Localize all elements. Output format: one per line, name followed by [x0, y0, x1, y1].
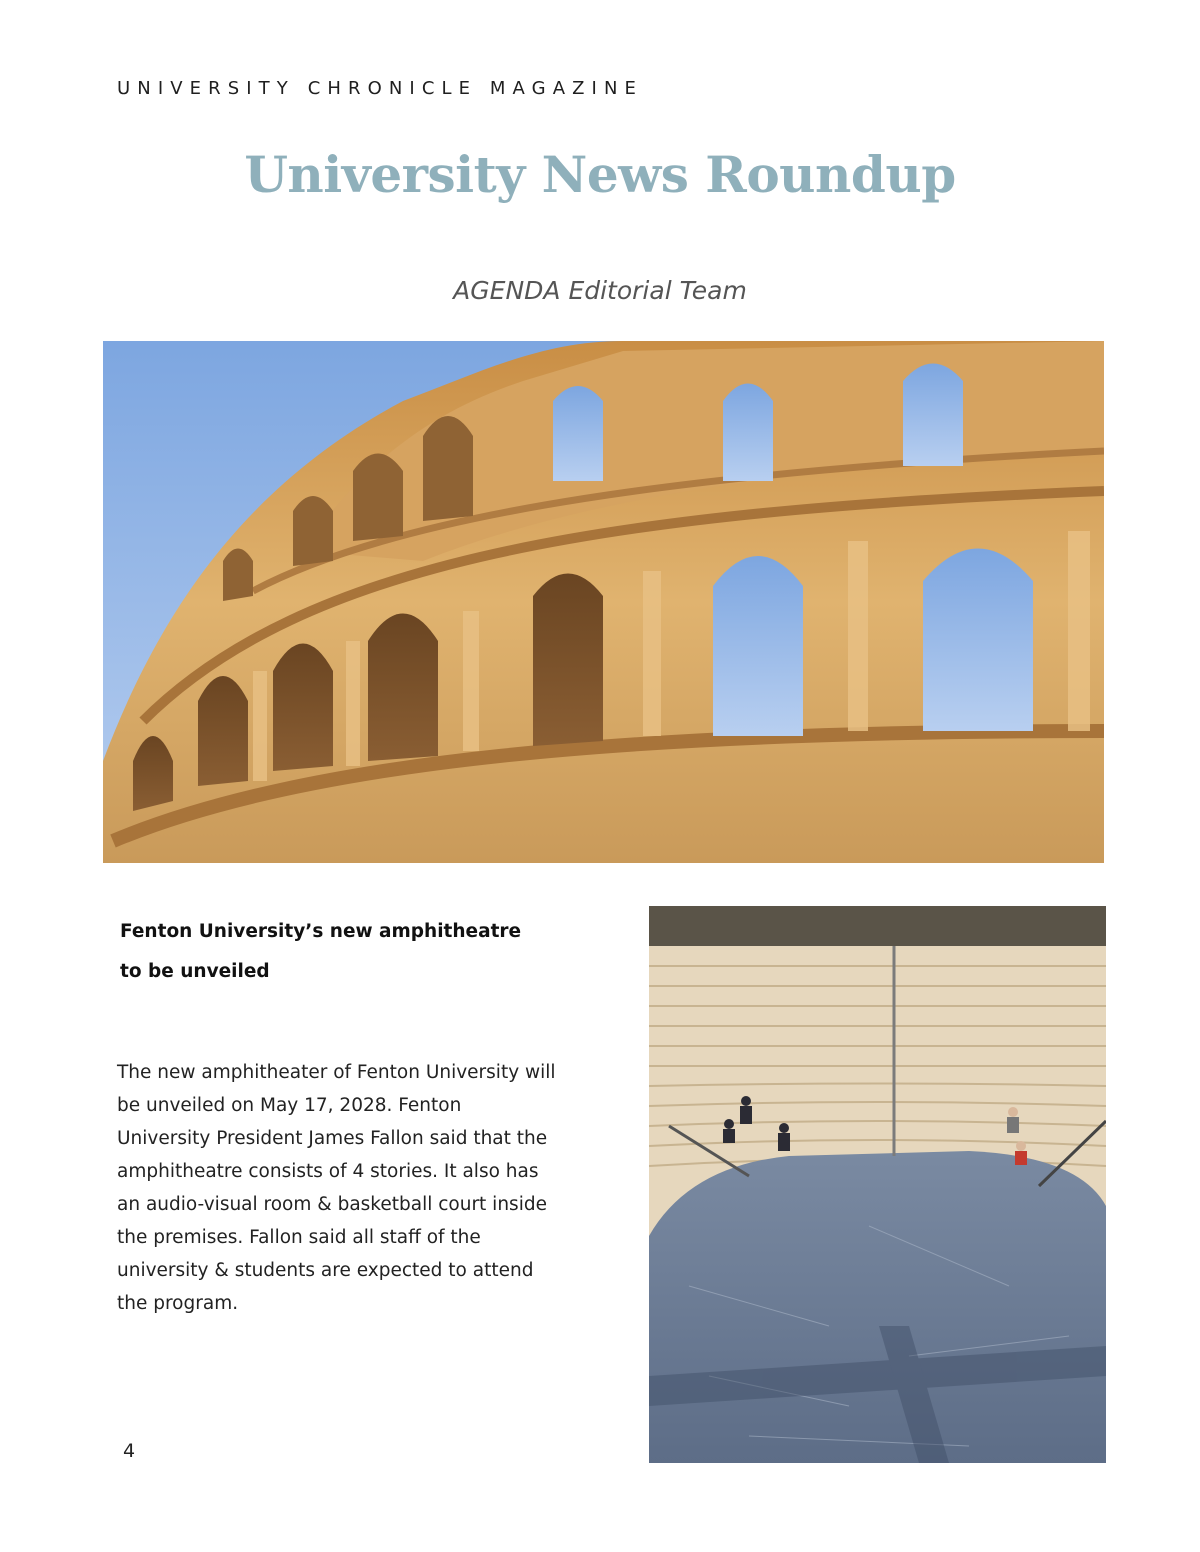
article-body: The new amphitheater of Fenton University will be unveiled on May 17, 2028. Fenton University President James Fallon said that the amphitheatre consists of 4 stories. It also has an audio-visual room & basketball court inside the premises. Fallon said all staff of the university & students are expected to attend the program.: [117, 1062, 556, 1314]
article-headline: Fenton University’s new amphitheatre to be unveiled: [120, 921, 522, 982]
amphitheatre-photo: [649, 906, 1106, 1463]
masthead: UNIVERSITY CHRONICLE MAGAZINE: [117, 78, 643, 99]
hero-image-colosseum: [103, 341, 1104, 863]
page-title: University News Roundup: [244, 145, 956, 204]
byline: AGENDA Editorial Team: [453, 276, 747, 305]
page-number: 4: [123, 1440, 136, 1462]
